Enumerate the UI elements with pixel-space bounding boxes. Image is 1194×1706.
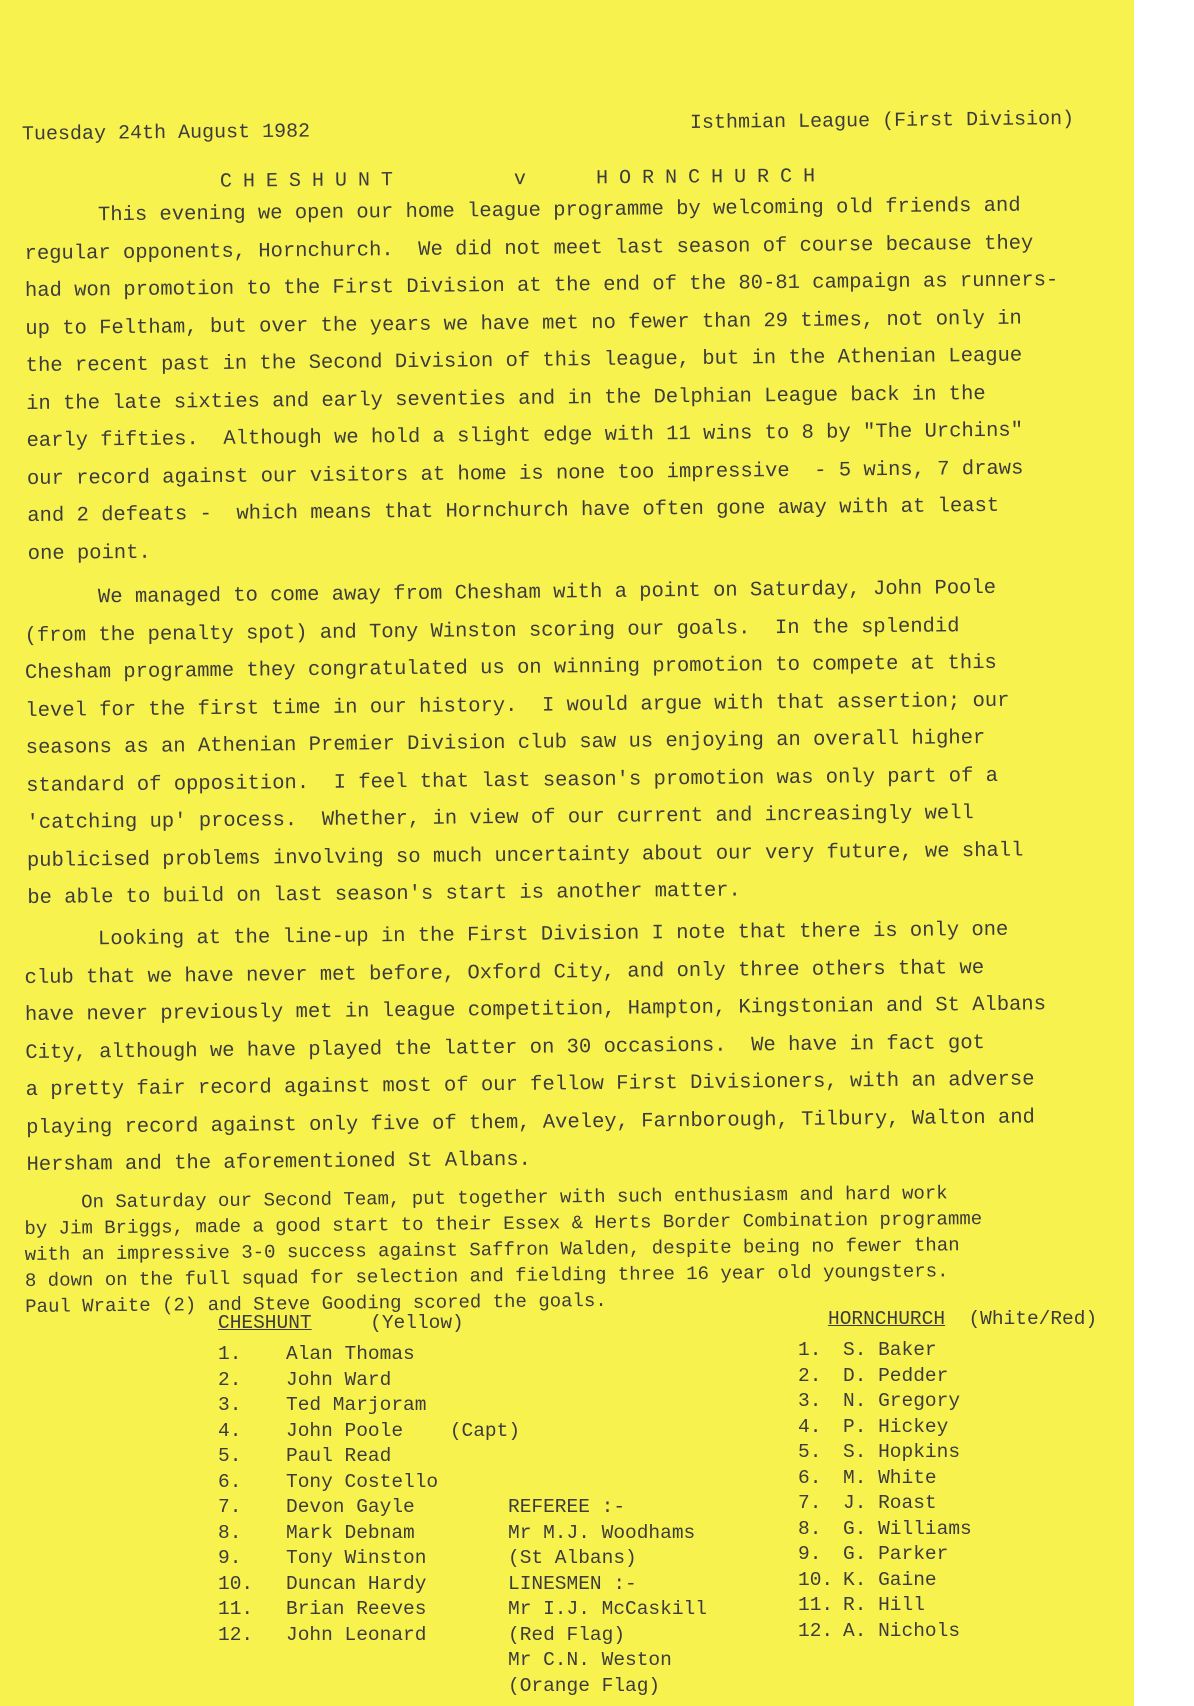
paper-edge	[1134, 0, 1194, 1706]
away-player-list	[798, 1338, 972, 1644]
text-line: 8 down on the full squad for selection and fielding three 16 year old youngsters.	[24, 1260, 949, 1292]
player-number: 3.	[798, 1390, 822, 1412]
player-name: P. Hickey	[843, 1415, 949, 1438]
player-number: 4.	[218, 1419, 242, 1442]
player-row	[798, 1440, 972, 1466]
player-row	[218, 1444, 520, 1470]
player-row	[218, 1368, 520, 1394]
player-row	[798, 1593, 972, 1619]
paragraph-chesham	[24, 569, 1107, 918]
player-name: G. Williams	[843, 1517, 972, 1540]
player-name: Tony Costello	[286, 1470, 439, 1493]
player-name: K. Gaine	[843, 1568, 937, 1591]
linesman-2-name: Mr C.N. Weston	[508, 1649, 672, 1671]
text-line: We managed to come away from Chesham with a point on Saturday, John Poole	[24, 576, 997, 610]
player-row	[798, 1338, 972, 1364]
player-name: N. Gregory	[843, 1390, 961, 1412]
player-name: John Leonard	[286, 1623, 427, 1646]
player-number: 6.	[798, 1466, 822, 1489]
text-line: one point.	[27, 541, 151, 566]
player-row	[798, 1619, 972, 1645]
player-name: Alan Thomas	[286, 1343, 415, 1365]
player-number: 10.	[798, 1568, 834, 1591]
player-row	[218, 1597, 520, 1623]
text-line: playing record against only five of them, Aveley, Farnborough, Tilbury, Walton and	[26, 1105, 1035, 1140]
paragraph-second-team	[24, 1179, 1105, 1320]
player-number: 5.	[798, 1441, 822, 1463]
player-name: Tony Winston	[286, 1547, 427, 1569]
player-number: 12.	[218, 1623, 254, 1646]
linesman-2-flag: (Orange Flag)	[508, 1674, 661, 1697]
player-number: 2.	[218, 1368, 242, 1391]
text-line: had won promotion to the First Division at the end of the 80-81 campaign as runners-	[24, 269, 1059, 303]
player-name: S. Hopkins	[843, 1441, 961, 1463]
paragraph-first-division	[24, 911, 1107, 1185]
text-line: On Saturday our Second Team, put together with such enthusiasm and hard work	[24, 1182, 948, 1214]
player-number: 8.	[798, 1517, 822, 1540]
text-line: early fifties. Although we hold a slight edge with 11 wins to 8 by "The Urchins"	[26, 419, 1024, 453]
text-line: be able to build on last season's start is another matter.	[27, 879, 741, 910]
player-number: 5.	[218, 1445, 242, 1467]
player-name: John Poole (Capt)	[286, 1419, 521, 1442]
linesman-1-name: Mr I.J. McCaskill	[508, 1598, 707, 1620]
paragraph-intro	[24, 187, 1108, 573]
text-line: regular opponents, Hornchurch. We did not meet last season of course because they	[24, 231, 1034, 266]
text-line: up to Feltham, but over the years we have met no fewer than 29 times, not only in	[25, 307, 1022, 341]
player-number: 7.	[218, 1496, 242, 1518]
text-line: by Jim Briggs, made a good start to their Essex & Herts Border Combination programme	[24, 1207, 983, 1240]
player-name: R. Hill	[843, 1594, 925, 1616]
player-name: Devon Gayle	[286, 1496, 415, 1518]
referee-club: (St Albans)	[508, 1547, 637, 1569]
player-row	[798, 1491, 972, 1517]
player-number: 9.	[218, 1547, 242, 1569]
player-row	[798, 1542, 972, 1568]
text-line: in the late sixties and early seventies and in the Delphian League back in the	[26, 382, 986, 416]
player-number: 6.	[218, 1470, 242, 1493]
officials-referee-label: REFEREE :-	[508, 1496, 626, 1518]
player-row	[218, 1546, 520, 1572]
player-row	[798, 1517, 972, 1543]
text-line: Looking at the line-up in the First Division I note that there is only one	[24, 918, 1009, 952]
player-number: 4.	[798, 1415, 822, 1438]
player-row	[218, 1470, 520, 1496]
player-row	[218, 1393, 520, 1419]
text-line: City, although we have played the latter on 30 occasions. We have in fact got	[25, 1031, 986, 1065]
player-name: M. White	[843, 1466, 937, 1489]
home-player-list	[218, 1342, 520, 1648]
player-number: 1.	[218, 1343, 242, 1365]
player-number: 8.	[218, 1521, 242, 1544]
player-number: 11.	[218, 1598, 254, 1620]
versus: v	[513, 167, 527, 192]
text-line: publicised problems involving so much uncertainty about our very future, we shall	[26, 839, 1024, 873]
player-row	[218, 1342, 520, 1368]
player-row	[218, 1623, 520, 1649]
player-name: J. Roast	[843, 1492, 937, 1514]
text-line: This evening we open our home league programme by welcoming old friends and	[24, 194, 1021, 228]
text-line: with an impressive 3-0 success against Saffron Walden, despite being no fewer than	[24, 1234, 960, 1266]
match-officials	[508, 1495, 707, 1699]
text-line: Chesham programme they congratulated us on winning promotion to compete at this	[24, 651, 997, 685]
text-line: club that we have never met before, Oxford City, and only three others that we	[24, 956, 985, 990]
player-row	[798, 1415, 972, 1441]
text-line: Paul Wraite (2) and Steve Gooding scored the goals.	[25, 1289, 607, 1318]
player-row	[218, 1521, 520, 1547]
player-number: 11.	[798, 1594, 834, 1616]
text-line: (from the penalty spot) and Tony Winston scoring our goals. In the splendid	[24, 614, 960, 648]
home-team-name: CHESHUNT	[218, 1312, 312, 1334]
away-team-heading	[828, 1308, 1097, 1330]
officials-linesmen-label: LINESMEN :-	[508, 1572, 637, 1595]
player-number: 12.	[798, 1619, 834, 1642]
text-line: and 2 defeats - which means that Hornchurch have often gone away with at least	[27, 494, 1000, 528]
text-line: have never previously met in league competition, Hampton, Kingstonian and St Albans	[24, 993, 1047, 1027]
home-team-title: CHESHUNT	[219, 169, 405, 194]
player-number: 7.	[798, 1492, 822, 1514]
player-name: S. Baker	[843, 1339, 937, 1361]
away-team-name: HORNCHURCH	[828, 1308, 946, 1330]
player-name: Brian Reeves	[286, 1598, 427, 1620]
player-name: Ted Marjoram	[286, 1394, 427, 1416]
player-row	[798, 1568, 972, 1594]
player-number: 9.	[798, 1543, 822, 1565]
player-name: Paul Read	[286, 1445, 392, 1467]
player-row	[218, 1572, 520, 1598]
team-lineups	[218, 1308, 1118, 1702]
player-name: G. Parker	[843, 1543, 949, 1565]
text-line: seasons as an Athenian Premier Division club saw us enjoying an overall higher	[25, 726, 986, 760]
player-name: John Ward	[286, 1368, 392, 1391]
player-name: D. Pedder	[843, 1364, 949, 1387]
match-title	[220, 165, 826, 193]
header-date: Tuesday 24th August 1982	[21, 120, 311, 147]
away-team-title: HORNCHURCH	[595, 165, 827, 191]
player-row	[218, 1419, 520, 1445]
text-line: level for the first time in our history. I would argue with that assertion; our	[25, 689, 1010, 723]
referee-name: Mr M.J. Woodhams	[508, 1521, 696, 1544]
header-competition: Isthmian League (First Division)	[689, 107, 1075, 136]
text-line: 'catching up' process. Whether, in view of our current and increasingly well	[26, 802, 974, 835]
away-team-colours: (White/Red)	[968, 1308, 1098, 1330]
player-name: Mark Debnam	[286, 1521, 415, 1544]
player-number: 3.	[218, 1394, 242, 1416]
player-name: A. Nichols	[843, 1619, 961, 1642]
player-number: 2.	[798, 1364, 822, 1387]
text-line: standard of opposition. I feel that last season's promotion was only part of a	[26, 764, 999, 798]
text-line: Hersham and the aforementioned St Albans.	[26, 1148, 532, 1177]
player-row	[798, 1389, 972, 1415]
player-name: Duncan Hardy	[286, 1572, 427, 1595]
home-team-heading	[218, 1312, 464, 1334]
player-number: 1.	[798, 1339, 822, 1361]
text-line: a pretty fair record against most of our fellow First Divisioners, with an adverse	[25, 1068, 1035, 1102]
player-row	[218, 1495, 520, 1521]
text-line: our record against our visitors at home is none too impressive - 5 wins, 7 draws	[26, 457, 1024, 491]
linesman-1-flag: (Red Flag)	[508, 1623, 626, 1646]
text-line: the recent past in the Second Division of this league, but in the Athenian League	[25, 344, 1023, 378]
player-row	[798, 1466, 972, 1492]
player-number: 10.	[218, 1572, 254, 1595]
player-row	[798, 1364, 972, 1390]
home-team-colours: (Yellow)	[370, 1312, 464, 1334]
